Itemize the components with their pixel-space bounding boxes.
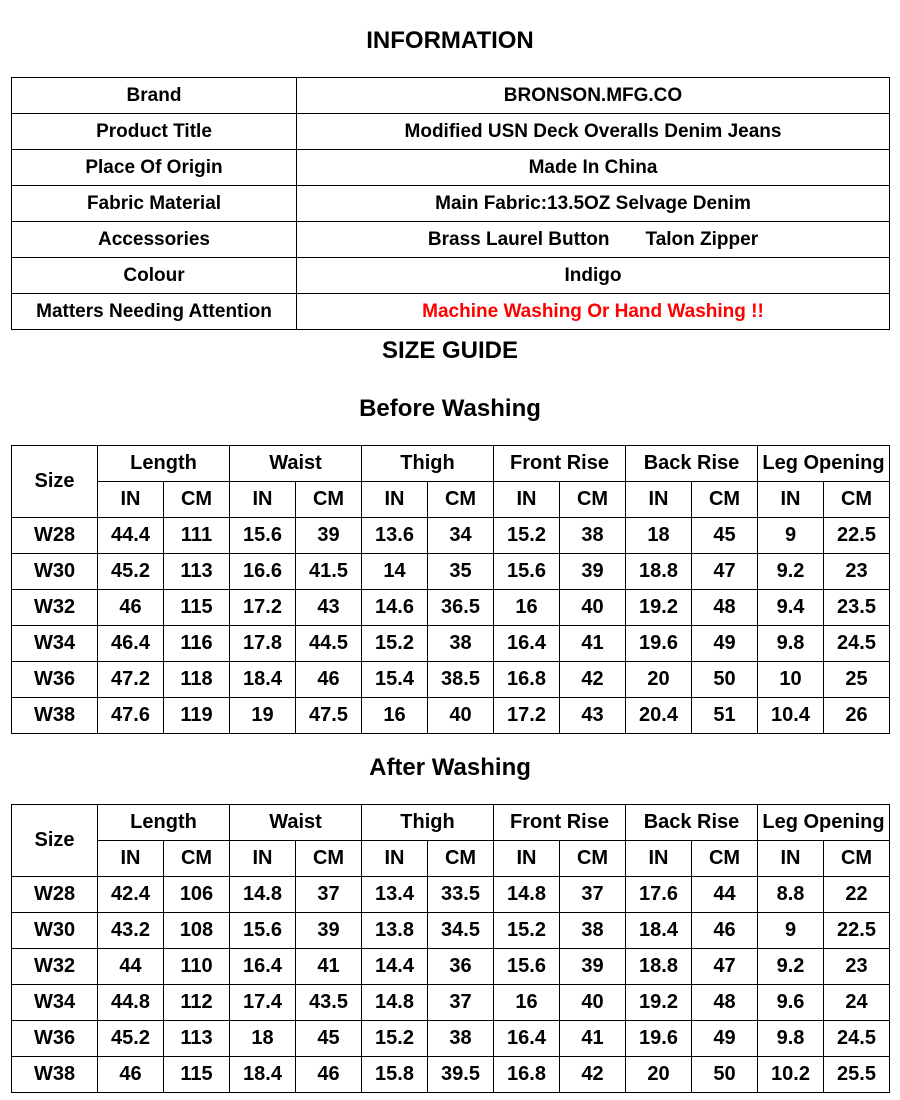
unit-header-in: IN <box>758 482 824 518</box>
measure-value: 43.5 <box>296 985 362 1021</box>
measure-value: 44 <box>98 949 164 985</box>
unit-header-cm: CM <box>296 841 362 877</box>
measure-value: 33.5 <box>428 877 494 913</box>
measure-value: 18.4 <box>230 662 296 698</box>
measure-value: 20.4 <box>626 698 692 734</box>
measure-value: 14.8 <box>230 877 296 913</box>
size-label: W28 <box>12 518 98 554</box>
info-row-brand <box>12 78 890 114</box>
measure-value: 47.6 <box>98 698 164 734</box>
unit-header-in: IN <box>230 482 296 518</box>
measure-value: 112 <box>164 985 230 1021</box>
measure-value: 47 <box>692 554 758 590</box>
measure-value: 119 <box>164 698 230 734</box>
measure-value: 46 <box>296 1057 362 1093</box>
info-value: Modified USN Deck Overalls Denim Jeans <box>297 114 890 150</box>
accessory-zipper: Talon Zipper <box>645 228 759 250</box>
measure-value: 9.2 <box>758 554 824 590</box>
measure-value: 22.5 <box>824 518 890 554</box>
measure-value: 19.2 <box>626 590 692 626</box>
measure-header-length: Length <box>98 805 230 841</box>
measure-value: 9 <box>758 913 824 949</box>
info-value: Indigo <box>297 258 890 294</box>
measure-value: 39 <box>560 554 626 590</box>
measure-value: 43 <box>296 590 362 626</box>
measure-value: 15.6 <box>230 518 296 554</box>
unit-header-cm: CM <box>428 841 494 877</box>
measure-value: 45 <box>296 1021 362 1057</box>
measure-value: 39 <box>296 913 362 949</box>
measure-value: 39 <box>560 949 626 985</box>
measure-value: 113 <box>164 1021 230 1057</box>
measure-value: 40 <box>428 698 494 734</box>
size-header: Size <box>12 805 98 877</box>
measure-value: 25.5 <box>824 1057 890 1093</box>
measure-value: 43.2 <box>98 913 164 949</box>
measure-value: 42 <box>560 662 626 698</box>
info-label: Place Of Origin <box>12 150 297 186</box>
measure-header-thigh: Thigh <box>362 446 494 482</box>
measure-value: 14.8 <box>362 985 428 1021</box>
measure-value: 50 <box>692 1057 758 1093</box>
unit-header-cm: CM <box>164 482 230 518</box>
unit-header-cm: CM <box>428 482 494 518</box>
after-washing-table <box>11 804 890 1093</box>
measure-value: 17.4 <box>230 985 296 1021</box>
unit-header-in: IN <box>362 482 428 518</box>
size-header-row <box>12 805 890 841</box>
table-row <box>12 1021 890 1057</box>
measure-value: 10.4 <box>758 698 824 734</box>
measure-value: 9.4 <box>758 590 824 626</box>
unit-header-row <box>12 482 890 518</box>
table-row <box>12 877 890 913</box>
unit-header-in: IN <box>494 482 560 518</box>
measure-value: 111 <box>164 518 230 554</box>
measure-value: 15.2 <box>362 1021 428 1057</box>
before-washing-table <box>11 445 890 734</box>
measure-header-back-rise: Back Rise <box>626 805 758 841</box>
measure-value: 14.6 <box>362 590 428 626</box>
table-row <box>12 698 890 734</box>
unit-header-in: IN <box>98 841 164 877</box>
info-label: Product Title <box>12 114 297 150</box>
information-table <box>11 77 890 330</box>
info-value: Main Fabric:13.5OZ Selvage Denim <box>297 186 890 222</box>
measure-value: 9.8 <box>758 1021 824 1057</box>
measure-value: 9.6 <box>758 985 824 1021</box>
size-label: W28 <box>12 877 98 913</box>
measure-value: 45.2 <box>98 554 164 590</box>
measure-value: 115 <box>164 1057 230 1093</box>
measure-value: 50 <box>692 662 758 698</box>
measure-value: 15.6 <box>494 949 560 985</box>
measure-value: 17.8 <box>230 626 296 662</box>
measure-value: 46 <box>98 590 164 626</box>
measure-header-thigh: Thigh <box>362 805 494 841</box>
size-label: W36 <box>12 662 98 698</box>
measure-value: 37 <box>296 877 362 913</box>
measure-value: 22.5 <box>824 913 890 949</box>
measure-value: 34.5 <box>428 913 494 949</box>
measure-value: 42 <box>560 1057 626 1093</box>
measure-value: 15.6 <box>494 554 560 590</box>
measure-value: 10.2 <box>758 1057 824 1093</box>
measure-value: 115 <box>164 590 230 626</box>
measure-value: 38.5 <box>428 662 494 698</box>
measure-value: 41 <box>560 626 626 662</box>
size-guide-title: SIZE GUIDE <box>381 337 519 364</box>
table-row <box>12 626 890 662</box>
measure-header-leg-opening: Leg Opening <box>758 446 890 482</box>
measure-value: 38 <box>560 518 626 554</box>
measure-header-waist: Waist <box>230 446 362 482</box>
measure-value: 18 <box>626 518 692 554</box>
unit-header-in: IN <box>230 841 296 877</box>
measure-value: 41 <box>296 949 362 985</box>
measure-value: 13.8 <box>362 913 428 949</box>
washing-warning: Machine Washing Or Hand Washing !! <box>297 294 890 330</box>
measure-value: 49 <box>692 626 758 662</box>
measure-value: 15.8 <box>362 1057 428 1093</box>
measure-value: 18 <box>230 1021 296 1057</box>
measure-value: 36 <box>428 949 494 985</box>
info-value <box>297 222 890 258</box>
size-label: W38 <box>12 698 98 734</box>
measure-value: 16 <box>494 985 560 1021</box>
information-title: INFORMATION <box>366 27 534 54</box>
measure-value: 23.5 <box>824 590 890 626</box>
measure-value: 48 <box>692 985 758 1021</box>
size-label: W36 <box>12 1021 98 1057</box>
unit-header-cm: CM <box>692 482 758 518</box>
unit-header-row <box>12 841 890 877</box>
info-row-fabric-material <box>12 186 890 222</box>
measure-value: 17.6 <box>626 877 692 913</box>
accessory-button: Brass Laurel Button <box>427 228 610 250</box>
measure-value: 16.6 <box>230 554 296 590</box>
unit-header-cm: CM <box>164 841 230 877</box>
after-washing-title: After Washing <box>369 754 531 781</box>
measure-value: 47 <box>692 949 758 985</box>
measure-value: 37 <box>428 985 494 1021</box>
measure-value: 41 <box>560 1021 626 1057</box>
measure-value: 22 <box>824 877 890 913</box>
measure-value: 106 <box>164 877 230 913</box>
measure-value: 17.2 <box>494 698 560 734</box>
measure-value: 45 <box>692 518 758 554</box>
measure-value: 45.2 <box>98 1021 164 1057</box>
info-row-place-of-origin <box>12 150 890 186</box>
measure-value: 41.5 <box>296 554 362 590</box>
unit-header-cm: CM <box>824 482 890 518</box>
measure-value: 23 <box>824 554 890 590</box>
unit-header-cm: CM <box>296 482 362 518</box>
measure-value: 14.4 <box>362 949 428 985</box>
measure-value: 14.8 <box>494 877 560 913</box>
measure-value: 15.2 <box>494 518 560 554</box>
measure-value: 24 <box>824 985 890 1021</box>
measure-value: 43 <box>560 698 626 734</box>
measure-value: 113 <box>164 554 230 590</box>
info-label: Brand <box>12 78 297 114</box>
table-row <box>12 554 890 590</box>
measure-value: 9 <box>758 518 824 554</box>
measure-value: 34 <box>428 518 494 554</box>
measure-value: 40 <box>560 590 626 626</box>
measure-value: 46 <box>98 1057 164 1093</box>
unit-header-in: IN <box>626 482 692 518</box>
measure-value: 110 <box>164 949 230 985</box>
measure-value: 9.8 <box>758 626 824 662</box>
measure-value: 118 <box>164 662 230 698</box>
measure-value: 35 <box>428 554 494 590</box>
size-header: Size <box>12 446 98 518</box>
size-label: W30 <box>12 554 98 590</box>
info-label: Matters Needing Attention <box>12 294 297 330</box>
size-header-row <box>12 446 890 482</box>
measure-value: 18.4 <box>230 1057 296 1093</box>
measure-value: 17.2 <box>230 590 296 626</box>
measure-value: 39.5 <box>428 1057 494 1093</box>
table-row <box>12 662 890 698</box>
measure-value: 44 <box>692 877 758 913</box>
measure-value: 108 <box>164 913 230 949</box>
measure-value: 15.4 <box>362 662 428 698</box>
measure-header-front-rise: Front Rise <box>494 805 626 841</box>
unit-header-in: IN <box>494 841 560 877</box>
measure-value: 24.5 <box>824 626 890 662</box>
measure-value: 19.2 <box>626 985 692 1021</box>
measure-value: 49 <box>692 1021 758 1057</box>
measure-header-waist: Waist <box>230 805 362 841</box>
measure-value: 39 <box>296 518 362 554</box>
measure-value: 44.4 <box>98 518 164 554</box>
before-washing-title: Before Washing <box>359 395 541 422</box>
measure-value: 25 <box>824 662 890 698</box>
measure-value: 15.6 <box>230 913 296 949</box>
info-row-product-title <box>12 114 890 150</box>
measure-value: 36.5 <box>428 590 494 626</box>
size-label: W34 <box>12 626 98 662</box>
measure-value: 18.8 <box>626 949 692 985</box>
unit-header-in: IN <box>362 841 428 877</box>
unit-header-cm: CM <box>692 841 758 877</box>
measure-value: 38 <box>428 1021 494 1057</box>
measure-value: 19.6 <box>626 1021 692 1057</box>
info-value: BRONSON.MFG.CO <box>297 78 890 114</box>
measure-value: 8.8 <box>758 877 824 913</box>
info-row-attention <box>12 294 890 330</box>
measure-value: 15.2 <box>494 913 560 949</box>
measure-value: 116 <box>164 626 230 662</box>
measure-header-leg-opening: Leg Opening <box>758 805 890 841</box>
measure-value: 13.4 <box>362 877 428 913</box>
measure-value: 16 <box>494 590 560 626</box>
size-label: W32 <box>12 949 98 985</box>
measure-value: 16.8 <box>494 1057 560 1093</box>
unit-header-cm: CM <box>560 841 626 877</box>
measure-value: 46.4 <box>98 626 164 662</box>
measure-value: 15.2 <box>362 626 428 662</box>
table-row <box>12 913 890 949</box>
info-value: Made In China <box>297 150 890 186</box>
measure-value: 20 <box>626 662 692 698</box>
unit-header-cm: CM <box>560 482 626 518</box>
measure-value: 40 <box>560 985 626 1021</box>
measure-value: 16.4 <box>494 626 560 662</box>
info-label: Colour <box>12 258 297 294</box>
measure-value: 51 <box>692 698 758 734</box>
unit-header-in: IN <box>758 841 824 877</box>
measure-value: 18.8 <box>626 554 692 590</box>
info-label: Fabric Material <box>12 186 297 222</box>
measure-value: 13.6 <box>362 518 428 554</box>
table-row <box>12 949 890 985</box>
measure-header-length: Length <box>98 446 230 482</box>
size-label: W38 <box>12 1057 98 1093</box>
measure-value: 46 <box>296 662 362 698</box>
size-label: W32 <box>12 590 98 626</box>
table-row <box>12 985 890 1021</box>
measure-value: 42.4 <box>98 877 164 913</box>
unit-header-cm: CM <box>824 841 890 877</box>
table-row <box>12 518 890 554</box>
info-label: Accessories <box>12 222 297 258</box>
measure-value: 14 <box>362 554 428 590</box>
measure-value: 26 <box>824 698 890 734</box>
measure-value: 38 <box>560 913 626 949</box>
measure-value: 9.2 <box>758 949 824 985</box>
table-row <box>12 1057 890 1093</box>
unit-header-in: IN <box>626 841 692 877</box>
size-label: W34 <box>12 985 98 1021</box>
measure-header-front-rise: Front Rise <box>494 446 626 482</box>
table-row <box>12 590 890 626</box>
measure-value: 48 <box>692 590 758 626</box>
measure-value: 47.5 <box>296 698 362 734</box>
measure-value: 23 <box>824 949 890 985</box>
measure-value: 19 <box>230 698 296 734</box>
measure-value: 10 <box>758 662 824 698</box>
info-row-accessories <box>12 222 890 258</box>
measure-value: 16.8 <box>494 662 560 698</box>
unit-header-in: IN <box>98 482 164 518</box>
measure-value: 16.4 <box>494 1021 560 1057</box>
measure-value: 38 <box>428 626 494 662</box>
measure-value: 20 <box>626 1057 692 1093</box>
measure-value: 44.8 <box>98 985 164 1021</box>
measure-value: 24.5 <box>824 1021 890 1057</box>
measure-value: 37 <box>560 877 626 913</box>
measure-value: 47.2 <box>98 662 164 698</box>
measure-value: 18.4 <box>626 913 692 949</box>
size-label: W30 <box>12 913 98 949</box>
measure-value: 44.5 <box>296 626 362 662</box>
measure-value: 16.4 <box>230 949 296 985</box>
measure-value: 16 <box>362 698 428 734</box>
measure-value: 46 <box>692 913 758 949</box>
measure-header-back-rise: Back Rise <box>626 446 758 482</box>
info-row-colour <box>12 258 890 294</box>
measure-value: 19.6 <box>626 626 692 662</box>
